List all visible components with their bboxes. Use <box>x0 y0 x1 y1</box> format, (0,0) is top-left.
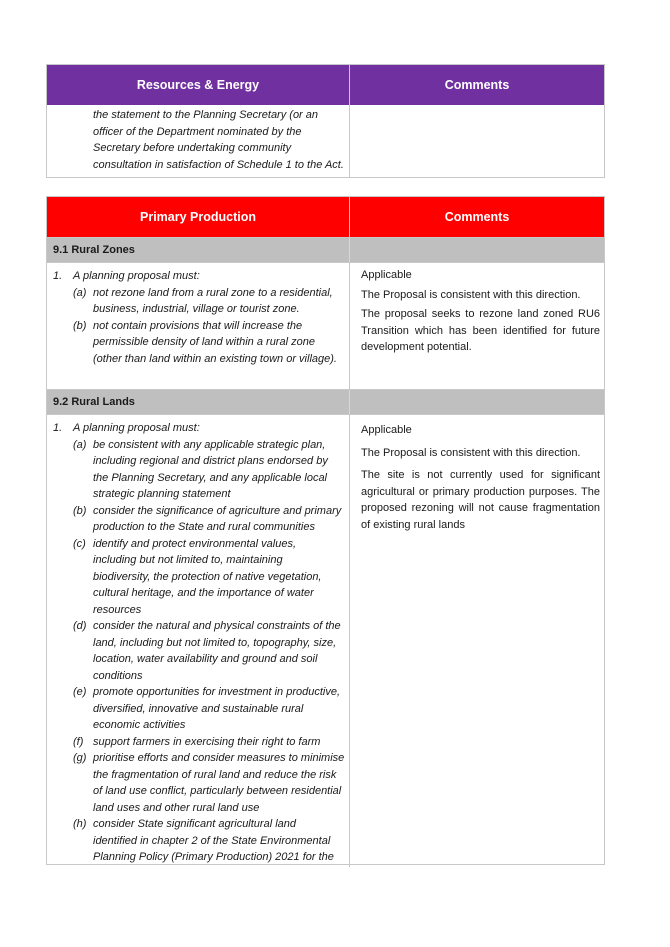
resources-energy-table <box>46 64 605 178</box>
section-title: 9.1 Rural Zones <box>47 238 350 262</box>
text-line: cultural heritage, and the importance of water <box>93 587 314 599</box>
item-text: A planning proposal must: <box>73 422 200 434</box>
text-line: prioritise efforts and consider measures to minimise <box>93 752 345 764</box>
sub-item-marker: (h) <box>73 818 87 830</box>
sub-item-marker: (b) <box>73 319 87 332</box>
comments-cell <box>350 263 604 389</box>
text-line: the Planning Secretary, and any applicable local <box>93 471 328 484</box>
text-line: consultation in satisfaction of Schedule 1 to the Act. <box>93 158 344 171</box>
header-cell-topic: Primary Production <box>47 197 350 237</box>
header-cell-comments: Comments <box>350 65 604 105</box>
text-line: business, industrial, village or tourist zone. <box>93 303 300 315</box>
text-line: production to the State and rural communities <box>93 521 315 533</box>
table-header <box>47 197 604 237</box>
text-line: conditions <box>93 669 143 682</box>
sub-item-marker: (e) <box>73 686 87 698</box>
header-cell-topic: Resources & Energy <box>47 65 350 105</box>
sub-item-marker: (c) <box>73 537 86 550</box>
primary-production-table <box>46 196 605 865</box>
sub-item <box>47 684 349 734</box>
table-row <box>47 262 604 389</box>
text-line: of land use conflict, particularly between residential <box>93 785 342 797</box>
text-line: identify and protect environmental values, <box>93 537 297 550</box>
sub-item <box>47 816 349 866</box>
sub-item <box>47 734 349 751</box>
text-line: be consistent with any applicable strategic plan, <box>93 438 326 451</box>
text-line: not rezone land from a rural zone to a residential, <box>93 286 333 299</box>
text-line: economic activities <box>93 719 186 731</box>
sub-item <box>47 536 349 619</box>
clause-cell <box>47 105 350 178</box>
sub-item <box>47 503 349 536</box>
text-line: the statement to the Planning Secretary (or an <box>93 109 319 121</box>
table-row <box>47 414 604 867</box>
text-line: including regional and district plans endorsed by <box>93 455 328 467</box>
sub-item <box>47 285 349 318</box>
sub-item-marker: (d) <box>73 620 87 632</box>
section-row-rural-lands <box>47 389 604 414</box>
table-header <box>47 65 604 105</box>
sub-item <box>47 618 349 684</box>
text-line: resources <box>93 603 142 616</box>
text-line: biodiversity, the protection of native vegetation, <box>93 570 322 583</box>
text-line: land uses and other rural land use <box>93 801 260 814</box>
comments-cell <box>350 105 604 178</box>
item-number: 1. <box>53 422 63 434</box>
item-number: 1. <box>53 270 63 282</box>
clause-cell <box>47 415 350 867</box>
comment-status: Applicable <box>361 269 412 281</box>
text-line: promote opportunities for investment in productive, <box>93 686 341 698</box>
text-line: identified in chapter 2 of the State Environmental <box>93 834 331 847</box>
text-line: including but not limited to, maintaining <box>93 554 283 566</box>
text-line: location, water availability and ground and soil <box>93 653 318 665</box>
comment-text: The site is not currently used for significant agricultural or primary production purposes. The proposed rezoning will not cause fragmentation of existing rural lands <box>361 469 600 531</box>
text-line: not contain provisions that will increase the <box>93 319 303 332</box>
text-line: Secretary before undertaking community <box>93 142 292 154</box>
text-line: Planning Policy (Primary Production) 2021 for the <box>93 851 334 863</box>
clause-cell <box>47 263 350 389</box>
text-line: consider State significant agricultural land <box>93 818 297 830</box>
section-row-rural-zones <box>47 237 604 262</box>
sub-item-marker: (a) <box>73 286 87 299</box>
list-item <box>47 268 349 285</box>
text-line: strategic planning statement <box>93 488 231 500</box>
sub-item-marker: (f) <box>73 735 84 748</box>
sub-item <box>47 750 349 816</box>
text-line: the fragmentation of rural land and reduce the risk <box>93 768 337 781</box>
comments-cell <box>350 415 604 867</box>
text-line: land, including but not limited to, topography, size, <box>93 636 337 649</box>
sub-item-marker: (a) <box>73 438 87 451</box>
text-line: officer of the Department nominated by the <box>93 125 302 138</box>
sub-item <box>47 437 349 503</box>
list-item <box>47 420 349 437</box>
text-line: (other than land within an existing town or village). <box>93 352 337 365</box>
table-row <box>47 105 604 178</box>
comment-status: Applicable <box>361 424 412 436</box>
text-line: diversified, innovative and sustainable rural <box>93 702 304 715</box>
header-cell-comments: Comments <box>350 197 604 237</box>
item-text: A planning proposal must: <box>73 270 200 282</box>
text-line: consider the natural and physical constraints of the <box>93 620 341 632</box>
sub-item <box>47 318 349 368</box>
sub-item-marker: (b) <box>73 504 87 517</box>
text-line: consider the significance of agriculture and primary <box>93 504 342 517</box>
comment-text: The Proposal is consistent with this direction. <box>361 446 581 459</box>
sub-item-marker: (g) <box>73 752 87 764</box>
text-line: permissible density of land within a rural zone <box>93 336 315 348</box>
comment-text: The Proposal is consistent with this direction. <box>361 288 581 301</box>
text-line: support farmers in exercising their right to farm <box>93 735 321 748</box>
section-title: 9.2 Rural Lands <box>47 390 350 414</box>
comment-text: The proposal seeks to rezone land zoned RU6 Transition which has been identified for future development potential. <box>361 308 600 353</box>
